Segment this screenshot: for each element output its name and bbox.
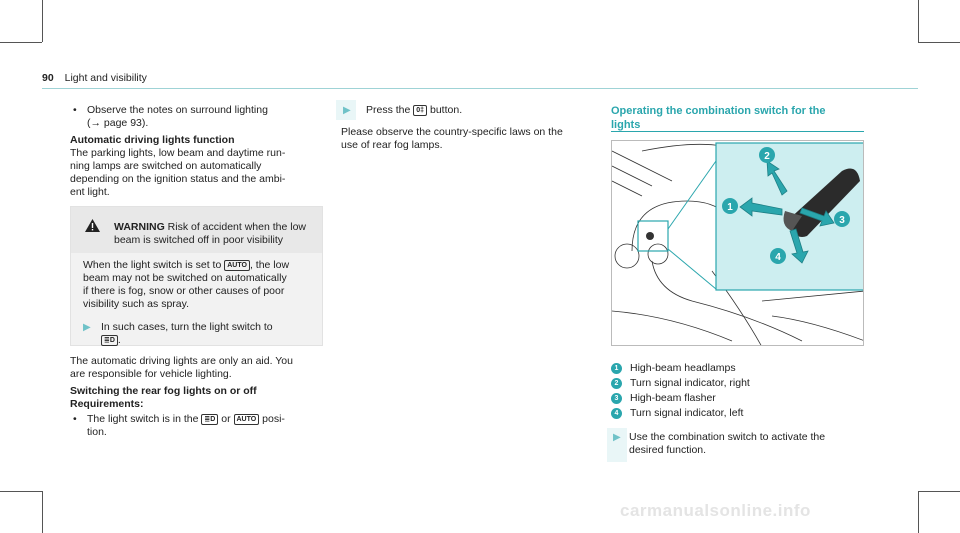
callout-2: 2 xyxy=(764,151,770,162)
requirements-heading: Requirements: xyxy=(70,398,144,410)
crop-mark xyxy=(42,0,43,42)
action-arrow-icon: ▶ xyxy=(613,432,621,443)
action-arrow-icon: ▶ xyxy=(343,105,351,116)
warning-triangle-icon xyxy=(85,219,100,234)
column-left xyxy=(70,104,328,199)
crop-mark xyxy=(918,42,960,43)
body-line: ent light. xyxy=(70,186,110,198)
section-title: lights xyxy=(611,119,641,131)
crop-mark xyxy=(0,42,42,43)
watermark: carmanualsonline.info xyxy=(620,501,811,520)
column-middle: ▶ Press the 0‡ button. Please observe the country-specific laws on the use of rear fog lamps. xyxy=(341,104,591,152)
warning-label: WARNING xyxy=(114,221,165,233)
body-line: The parking lights, low beam and daytime run- xyxy=(70,147,286,159)
low-beam-icon: ≣D xyxy=(201,414,218,425)
body-line: are responsible for vehicle lighting. xyxy=(70,368,232,380)
section-heading: Automatic driving lights function xyxy=(70,134,235,146)
crop-mark xyxy=(0,491,42,492)
body-line: use of rear fog lamps. xyxy=(341,139,443,151)
section-heading: Switching the rear fog lights on or off xyxy=(70,385,257,397)
body-line: ning lamps are switched on automatically xyxy=(70,160,262,172)
action-step: ▶ Use the combination switch to activate the desired function. xyxy=(613,431,826,456)
rear-fog-light-icon: 0‡ xyxy=(413,105,427,116)
header-rule xyxy=(42,88,918,89)
figure-legend xyxy=(611,362,865,422)
cockpit-illustration xyxy=(612,141,864,346)
section-rule xyxy=(611,131,864,132)
crop-mark xyxy=(918,491,960,492)
legend-item: 3 High-beam flasher xyxy=(611,392,865,407)
legend-item: 2 Turn signal indicator, right xyxy=(611,377,865,392)
page-number: 90 xyxy=(42,72,54,84)
warning-box: WARNING Risk of accident when the low beam is switched off in poor visibility When the light switch is set to AUTO , the low beam may not be switched on automatically if there is fog, snow or other causes of poor visibility such as spray. ▶ In such cases, turn the light switch to ≣D . xyxy=(70,206,323,346)
callout-1: 1 xyxy=(727,202,733,213)
legend-item: 4 Turn signal indicator, left xyxy=(611,407,865,422)
low-beam-icon: ≣D xyxy=(101,335,118,346)
chapter-title: Light and visibility xyxy=(64,72,147,84)
combination-switch-figure xyxy=(611,140,864,346)
action-arrow-icon: ▶ xyxy=(83,322,91,333)
callout-3: 3 xyxy=(839,215,845,226)
page-reference-link[interactable]: (→ page 93). xyxy=(87,117,149,129)
body-line: Please observe the country-specific laws on the xyxy=(341,126,563,138)
crop-mark xyxy=(918,0,919,42)
column-right xyxy=(611,104,865,132)
callout-4: 4 xyxy=(775,252,781,263)
auto-light-icon: AUTO xyxy=(224,260,250,271)
body-line: The automatic driving lights are only an aid. You xyxy=(70,355,293,367)
section-title: Operating the combination switch for the xyxy=(611,105,826,117)
page-header xyxy=(42,72,147,85)
body-line: depending on the ignition status and the ambi- xyxy=(70,173,286,185)
list-item: • Observe the notes on surround lighting (→ page 93). xyxy=(70,104,328,130)
crop-mark xyxy=(42,491,43,533)
auto-light-icon: AUTO xyxy=(234,414,260,425)
crop-mark xyxy=(918,491,919,533)
legend-item: 1 High-beam headlamps xyxy=(611,362,865,377)
list-item: • The light switch is in the ≣D or AUTO posi- tion. xyxy=(70,413,328,439)
column-left-lower xyxy=(70,355,328,439)
